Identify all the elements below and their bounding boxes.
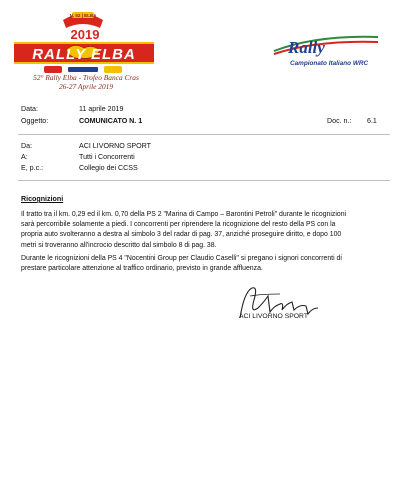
logo-brand-text: RALLY ELBA: [32, 46, 136, 63]
paragraph-one: [21, 210, 385, 251]
paragraph-line: metri si troveranno all'incrocio descritto dal simbolo 8 di pag. 38.: [21, 241, 217, 249]
from-label: Da:: [21, 142, 33, 150]
doc-number-label: Doc. n.:: [327, 117, 352, 125]
paragraph-line: Il tratto tra il km. 0,29 ed il km. 0,70 della PS 2 "Marina di Campo – Barontini Petroli" durante le ricognizioni: [21, 211, 347, 218]
divider-bottom: [18, 180, 390, 181]
paragraph-line: sarà percorribile solamente a piedi. I concorrenti per riprendere la ricognizione del resto della PS con la: [21, 221, 336, 229]
wrc-emblem: [266, 27, 384, 73]
to-label: A:: [21, 153, 28, 161]
subject-label: Oggetto:: [21, 117, 49, 125]
paragraph-line: propria auto svolteranno a destra al simbolo 3 del radar di pag. 37, anziché proseguire diritto, e dopo 100: [21, 231, 342, 239]
section-heading: Ricognizioni: [21, 195, 64, 203]
logo-year-text: 2019: [70, 27, 100, 42]
rally-elba-emblem: [8, 10, 158, 76]
paragraph-two: [21, 254, 385, 274]
date-label: Data:: [21, 105, 38, 113]
wrc-championship-logo: [266, 27, 384, 73]
date-value: 11 aprile 2019: [79, 105, 124, 113]
paragraph-line: Durante le ricognizioni della PS 4 "Nocentini Group per Claudio Caselli" si pregano i signori concorrenti di: [21, 255, 342, 262]
logo-badge-text: N. 52 | ELBA: [69, 13, 97, 18]
divider-top: [18, 134, 390, 135]
doc-number-value: 6.1: [367, 117, 377, 125]
to-value: Tutti i Concorrenti: [79, 153, 135, 161]
subject-value: COMUNICATO N. 1: [79, 117, 143, 125]
rally-elba-logo: [8, 10, 158, 76]
event-dates: 26-27 Aprile 2019: [58, 82, 114, 91]
event-subtitle: 52° Rally Elba - Trofeo Banca Cras: [33, 73, 139, 82]
wrc-wordmark: Rally: [288, 38, 325, 57]
cc-value: Collegio dei CCSS: [79, 164, 138, 172]
cc-label: E, p.c.:: [21, 164, 44, 172]
wrc-tagline: Campionato Italiano WRC: [290, 60, 369, 67]
from-value: ACI LIVORNO SPORT: [79, 142, 152, 150]
paragraph-line: prestare particolare attenzione al traffico ordinario, previsto in grande affluenza.: [21, 265, 263, 273]
signature-organization: ACI LIVORNO SPORT: [239, 313, 308, 320]
